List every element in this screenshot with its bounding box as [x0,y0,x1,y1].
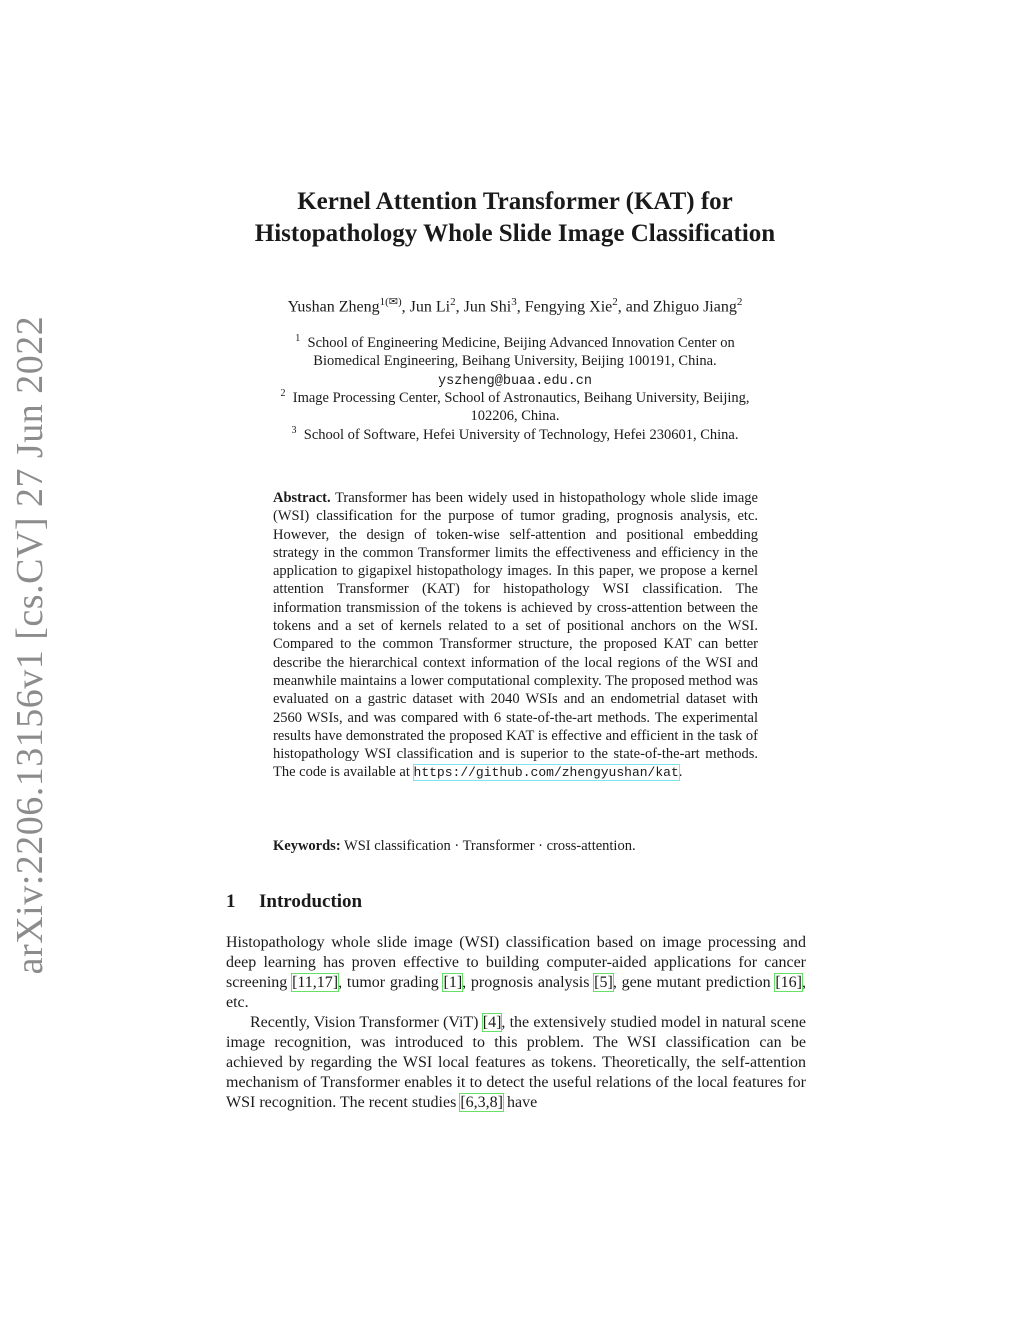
intro-p1-text-b: , tumor grading [338,974,444,991]
affiliation-1-number: 1 [295,333,301,344]
author-4-affiliation: 2 [612,296,618,308]
section-title: Introduction [259,891,363,912]
author-5: Zhiguo Jiang [652,298,737,316]
affiliation-1 [230,330,800,391]
author-5-affiliation: 2 [736,296,743,308]
intro-p1-text-c: , prognosis analysis [462,974,595,991]
intro-p2-text-b: , the extensively studied model in natural scene image recognition, was introduced to this problem. The WSI classification can be achieved by regarding the WSI local features as tokens. Theoretically, the self-attention mechanism of Transformer enables it to detect the useful relations of the local features for WSI recognition. The recent studies [226,1014,806,1111]
affiliation-2 [230,385,800,426]
intro-p2-text-a: Recently, Vision Transformer (ViT) [250,1014,483,1031]
intro-p2-text-c: have [502,1094,538,1111]
affiliation-3-line-1: School of Software, Hefei University of Technology, Hefei 230601, China. [303,426,739,443]
author-list: Yushan Zheng$^{1(✉)}$, Jun Li$^2$, Jun Shi$^3$, Fengying Xie$^2$, and Zhiguo Jiang$^2$ [287,296,743,316]
title-line-1: Kernel Attention Transformer (KAT) for [297,188,733,215]
arxiv-identifier: arXiv:2206.13156v1 [cs.CV] 27 Jun 2022 [9,315,51,975]
author-3-affiliation: 3 [511,296,517,308]
citation-6-3-8[interactable]: [6,3,8] [460,1094,503,1111]
citation-16[interactable]: [16] [775,974,802,991]
section-heading [226,889,362,915]
keywords-text: WSI classification · Transformer · cross-attention. [344,838,636,854]
keywords-label: Keywords: [273,838,341,854]
citation-5[interactable]: [5] [594,974,613,991]
paper-title [180,186,850,250]
intro-p1-text-e: , etc. [226,974,806,1011]
abstract [273,489,758,783]
introduction-body [226,933,806,1113]
author-2: Jun Li [409,298,451,316]
intro-paragraph-2 [226,1013,806,1113]
title-line-2: Histopathology Whole Slide Image Classification [254,220,776,247]
author-2-affiliation: 2 [450,296,456,308]
affiliation-1-line-1: School of Engineering Medicine, Beijing Advanced Innovation Center on [307,334,735,351]
keywords [273,837,758,855]
citation-11-17[interactable]: [11,17] [292,974,339,991]
contact-email[interactable]: yszheng@buaa.edu.cn [438,373,592,389]
citation-4[interactable]: [4] [482,1014,502,1031]
affiliation-1-line-2: Biomedical Engineering, Beihang University, Beijing 100191, China. [313,353,717,370]
abstract-text: Transformer has been widely used in histopathology whole slide image (WSI) classification for the purpose of tumor grading, prognosis analysis, etc. However, the design of token-wise self-attention and positional embedding strategy in the common Transformer limits the effectiveness and efficiency in the application to gigapixel histopathology images. In this paper, we propose a kernel attention Transformer (KAT) for histopathology WSI classification. The information transmission of the tokens is achieved by cross-attention between the tokens and a set of kernels related to a set of positional anchors on the WSI. Compared to the common Transformer structure, the proposed KAT can better describe the hierarchical context information of the local regions of the WSI and meanwhile maintains a lower computational complexity. The proposed method was evaluated on a gastric dataset with 2040 WSIs and an endometrial dataset with 2560 WSIs, and was compared with 6 state-of-the-art methods. The experimental results have demonstrated the proposed KAT is effective and efficient in the task of histopathology WSI classification and is superior to the state-of-the-art methods. The code is available at [273,490,758,781]
intro-p1-text-a: Histopathology whole slide image (WSI) classification based on image processing and deep learning has proven effective to building computer-aided applications for cancer screening [226,934,806,991]
author-3: Jun Shi [463,298,512,316]
affiliation-2-line-2: 102206, China. [470,408,560,425]
author-1: Yushan Zheng [287,298,380,316]
affiliation-3 [230,422,800,444]
section-number: 1 [226,891,236,912]
author-1-affiliation: 1(✉) [379,296,402,308]
author-4: Fengying Xie [524,298,613,316]
citation-1[interactable]: [1] [443,974,463,991]
abstract-end: . [678,764,683,781]
affiliation-3-number: 3 [291,425,297,436]
intro-p1-text-d: , gene mutant prediction [612,974,776,991]
code-repository-link[interactable]: https://github.com/zhengyushan/kat [413,765,679,781]
intro-paragraph-1 [226,933,806,1013]
affiliation-2-line-1: Image Processing Center, School of Astronautics, Beihang University, Beijing, [292,389,750,406]
abstract-label: Abstract. [273,490,331,506]
affiliation-2-number: 2 [280,388,286,399]
